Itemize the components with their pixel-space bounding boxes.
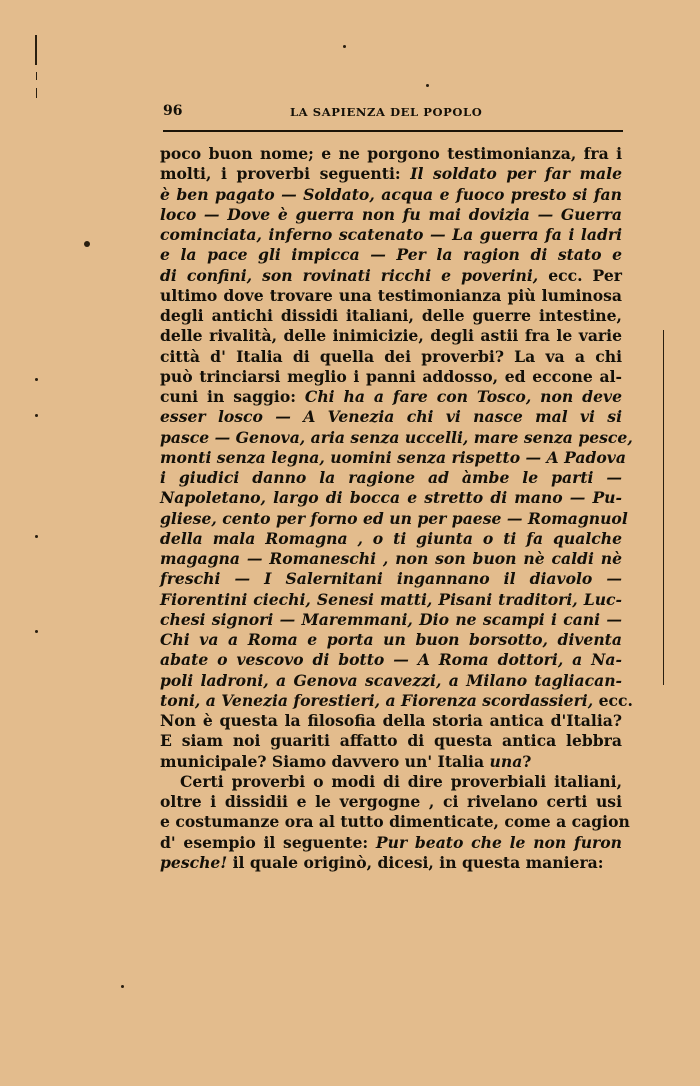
text-line bbox=[160, 671, 622, 691]
margin-dot bbox=[35, 414, 38, 417]
text-line bbox=[160, 286, 622, 306]
italic-text: Pur beato che le non furon bbox=[375, 832, 622, 852]
italic-text: Fiorentini ciechi, Senesi matti, Pisani traditori, Luc- bbox=[160, 589, 622, 609]
text-run: Non è questa la filosofia della storia antica d'Italia? bbox=[160, 711, 622, 730]
text-run: e costumanze ora al tutto dimenticate, come a cagion bbox=[160, 812, 630, 832]
text-run: E siam noi guariti affatto di questa antica lebbra bbox=[160, 731, 622, 751]
italic-text: cominciata, inferno scatenato — La guerra fa i ladri bbox=[160, 225, 622, 244]
text-line bbox=[160, 650, 622, 670]
text-line bbox=[160, 468, 622, 488]
text-line bbox=[160, 812, 630, 832]
italic-text: toni, a Venezia forestieri, a Fiorenza scordassieri, bbox=[160, 690, 594, 710]
italic-text: e la pace gli impicca — Per la ragion di stato e bbox=[160, 245, 622, 265]
italic-text: freschi — I Salernitani ingannano il diavolo — bbox=[160, 569, 622, 589]
margin-mark bbox=[35, 35, 37, 65]
margin-dot bbox=[35, 630, 38, 633]
running-title: LA SAPIENZA DEL POPOLO bbox=[290, 105, 483, 119]
text-run: degli antichi dissidi italiani, delle guerre intestine, bbox=[160, 306, 622, 325]
text-line bbox=[160, 367, 622, 387]
text-line bbox=[160, 205, 622, 225]
italic-text: loco — Dove è guerra non fu mai dovizia — Guerra bbox=[160, 204, 622, 224]
text-line bbox=[160, 407, 622, 427]
text-line bbox=[160, 144, 622, 164]
text-line bbox=[160, 245, 622, 265]
text-run: può trinciarsi meglio i panni addosso, ed eccone al- bbox=[160, 366, 622, 386]
margin-dot bbox=[35, 535, 38, 538]
text-line bbox=[160, 711, 622, 731]
text-line bbox=[160, 447, 626, 468]
italic-text: chesi signori — Maremmani, Dio ne scampi i cani — bbox=[160, 609, 622, 629]
text-line bbox=[160, 306, 622, 326]
italic-text: gliese, cento per forno ed un per paese — Romagnuol bbox=[160, 508, 628, 528]
italic-text: della mala Romagna , o ti giunta o ti fa qualche bbox=[160, 528, 622, 548]
body-text bbox=[160, 144, 633, 873]
margin-mark bbox=[663, 330, 664, 685]
text-line bbox=[160, 792, 622, 812]
text-line bbox=[160, 610, 622, 630]
italic-text: magagna — Romaneschi , non son buon nè caldi nè bbox=[160, 549, 622, 568]
text-run: Certi proverbi o modi di dire proverbiali italiani, bbox=[180, 771, 622, 791]
text-line bbox=[160, 690, 633, 711]
margin-mark bbox=[36, 72, 37, 80]
italic-text: poli ladroni, a Genova scavezzi, a Milano tagliacan- bbox=[160, 670, 622, 690]
text-run: ultimo dove trovare una testimonianza più luminosa bbox=[160, 285, 622, 305]
text-line bbox=[160, 488, 622, 508]
text-line bbox=[160, 752, 622, 772]
text-line bbox=[160, 164, 622, 184]
text-line bbox=[160, 225, 622, 245]
text-line bbox=[160, 185, 622, 205]
text-run: municipale? Siamo davvero un' Italia bbox=[160, 751, 490, 771]
margin-dot bbox=[35, 378, 38, 381]
margin-dot bbox=[426, 84, 429, 87]
text-run: poco buon nome; e ne porgono testimonianza, fra i bbox=[160, 144, 622, 163]
text-line bbox=[160, 266, 622, 286]
text-line bbox=[160, 569, 622, 589]
text-line bbox=[160, 508, 628, 529]
text-run: ecc. bbox=[593, 690, 633, 710]
italic-text: una bbox=[489, 751, 523, 771]
text-line bbox=[160, 590, 622, 610]
page-number: 96 bbox=[163, 103, 183, 119]
text-run: città d' Italia di quella dei proverbi? La va a chi bbox=[160, 346, 622, 366]
text-line bbox=[160, 387, 622, 407]
text-run: ecc. Per bbox=[538, 265, 622, 285]
text-run: d' esempio il seguente: bbox=[160, 832, 376, 852]
text-line bbox=[160, 347, 622, 367]
text-line bbox=[160, 549, 622, 569]
margin-mark bbox=[36, 88, 37, 98]
text-line bbox=[160, 427, 633, 448]
text-run: cuni in saggio: bbox=[160, 387, 305, 406]
italic-text: Chi ha a fare con Tosco, non deve bbox=[304, 387, 622, 406]
margin-dot bbox=[343, 45, 346, 48]
italic-text: è ben pagato — Soldato, acqua e fuoco presto si fan bbox=[160, 184, 622, 204]
italic-text: pesche! bbox=[160, 852, 228, 872]
text-run: delle rivalità, delle inimicizie, degli astii fra le varie bbox=[160, 326, 622, 346]
text-line bbox=[160, 529, 622, 549]
text-run: il quale originò, dicesi, in questa maniera: bbox=[227, 852, 604, 872]
italic-text: di confini, son rovinati ricchi e poverini, bbox=[160, 265, 539, 285]
text-line bbox=[160, 833, 622, 853]
italic-text: monti senza legna, uomini senza rispetto — A Padova bbox=[160, 447, 626, 467]
page-header bbox=[163, 103, 623, 123]
text-line bbox=[160, 731, 622, 751]
text-line bbox=[160, 630, 622, 650]
text-line bbox=[160, 326, 622, 346]
text-run: molti, i proverbi seguenti: bbox=[160, 164, 411, 184]
italic-text: Il soldato per far male bbox=[410, 164, 622, 184]
margin-dot bbox=[121, 985, 124, 988]
header-rule bbox=[163, 130, 623, 132]
text-line bbox=[160, 853, 622, 873]
margin-dot bbox=[84, 241, 90, 247]
text-run: ? bbox=[522, 751, 532, 771]
italic-text: abate o vescovo di botto — A Roma dottori, a Na- bbox=[160, 650, 622, 670]
italic-text: Napoletano, largo di bocca e stretto di mano — Pu- bbox=[160, 488, 622, 508]
italic-text: esser losco — A Venezia chi vi nasce mal vi si bbox=[160, 407, 622, 427]
italic-text: pasce — Genova, aria senza uccelli, mare senza pesce, bbox=[160, 427, 633, 447]
text-run: oltre i dissidii e le vergogne , ci rivelano certi usi bbox=[160, 792, 622, 811]
italic-text: i giudici danno la ragione ad àmbe le parti — bbox=[160, 468, 622, 487]
text-line bbox=[160, 772, 622, 792]
italic-text: Chi va a Roma e porta un buon borsotto, diventa bbox=[160, 630, 622, 649]
